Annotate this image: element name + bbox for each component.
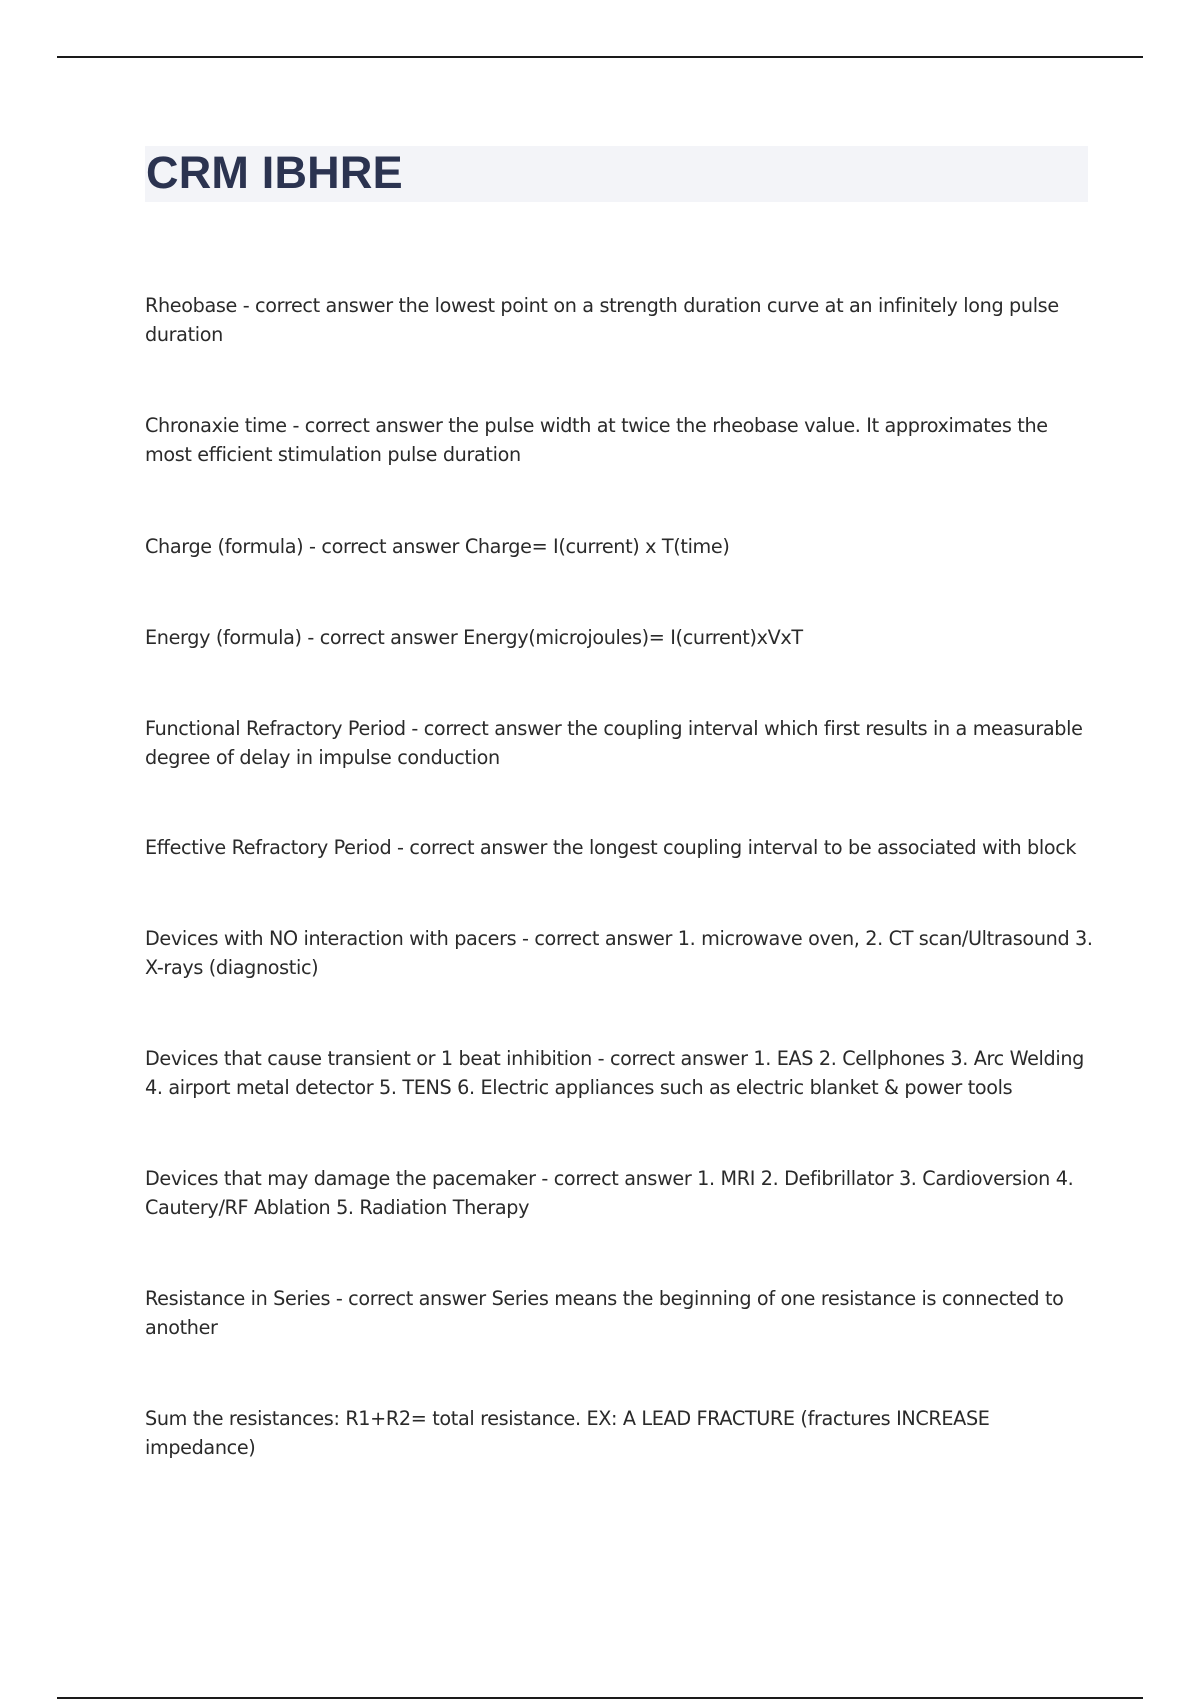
entry-energy-formula: Energy (formula) - correct answer Energy(microjoules)= I(current)xVxT bbox=[145, 626, 803, 649]
entry-devices-transient-inhibition: Devices that cause transient or 1 beat inhibition - correct answer 1. EAS 2. Cellphones 3. Arc Welding 4. airport metal detector 5. TENS 6. Electric appliances such as electric blanket & power tools bbox=[145, 1047, 1084, 1099]
entry-functional-refractory-period: Functional Refractory Period - correct answer the coupling interval which first results in a measurable degree of delay in impulse conduction bbox=[145, 717, 1083, 769]
entry-rheobase: Rheobase - correct answer the lowest point on a strength duration curve at an infinitely long pulse duration bbox=[145, 294, 1059, 346]
entry-sum-resistances: Sum the resistances: R1+R2= total resistance. EX: A LEAD FRACTURE (fractures INCREASE impedance) bbox=[145, 1407, 990, 1459]
document-title: CRM IBHRE bbox=[146, 147, 403, 198]
entry-devices-damage-pacemaker: Devices that may damage the pacemaker - correct answer 1. MRI 2. Defibrillator 3. Cardioversion 4. Cautery/RF Ablation 5. Radiation Therapy bbox=[145, 1167, 1074, 1219]
page-bottom-rule bbox=[57, 1697, 1143, 1699]
entry-effective-refractory-period: Effective Refractory Period - correct answer the longest coupling interval to be associated with block bbox=[145, 836, 1077, 859]
entry-chronaxie-time: Chronaxie time - correct answer the pulse width at twice the rheobase value. It approximates the most efficient stimulation pulse duration bbox=[145, 414, 1048, 466]
entry-devices-no-interaction: Devices with NO interaction with pacers - correct answer 1. microwave oven, 2. CT scan/Ultrasound 3. X-rays (diagnostic) bbox=[145, 927, 1093, 979]
entry-charge-formula: Charge (formula) - correct answer Charge= I(current) x T(time) bbox=[145, 535, 730, 558]
page-top-rule bbox=[57, 56, 1143, 58]
entry-resistance-in-series: Resistance in Series - correct answer Series means the beginning of one resistance is connected to another bbox=[145, 1287, 1064, 1339]
